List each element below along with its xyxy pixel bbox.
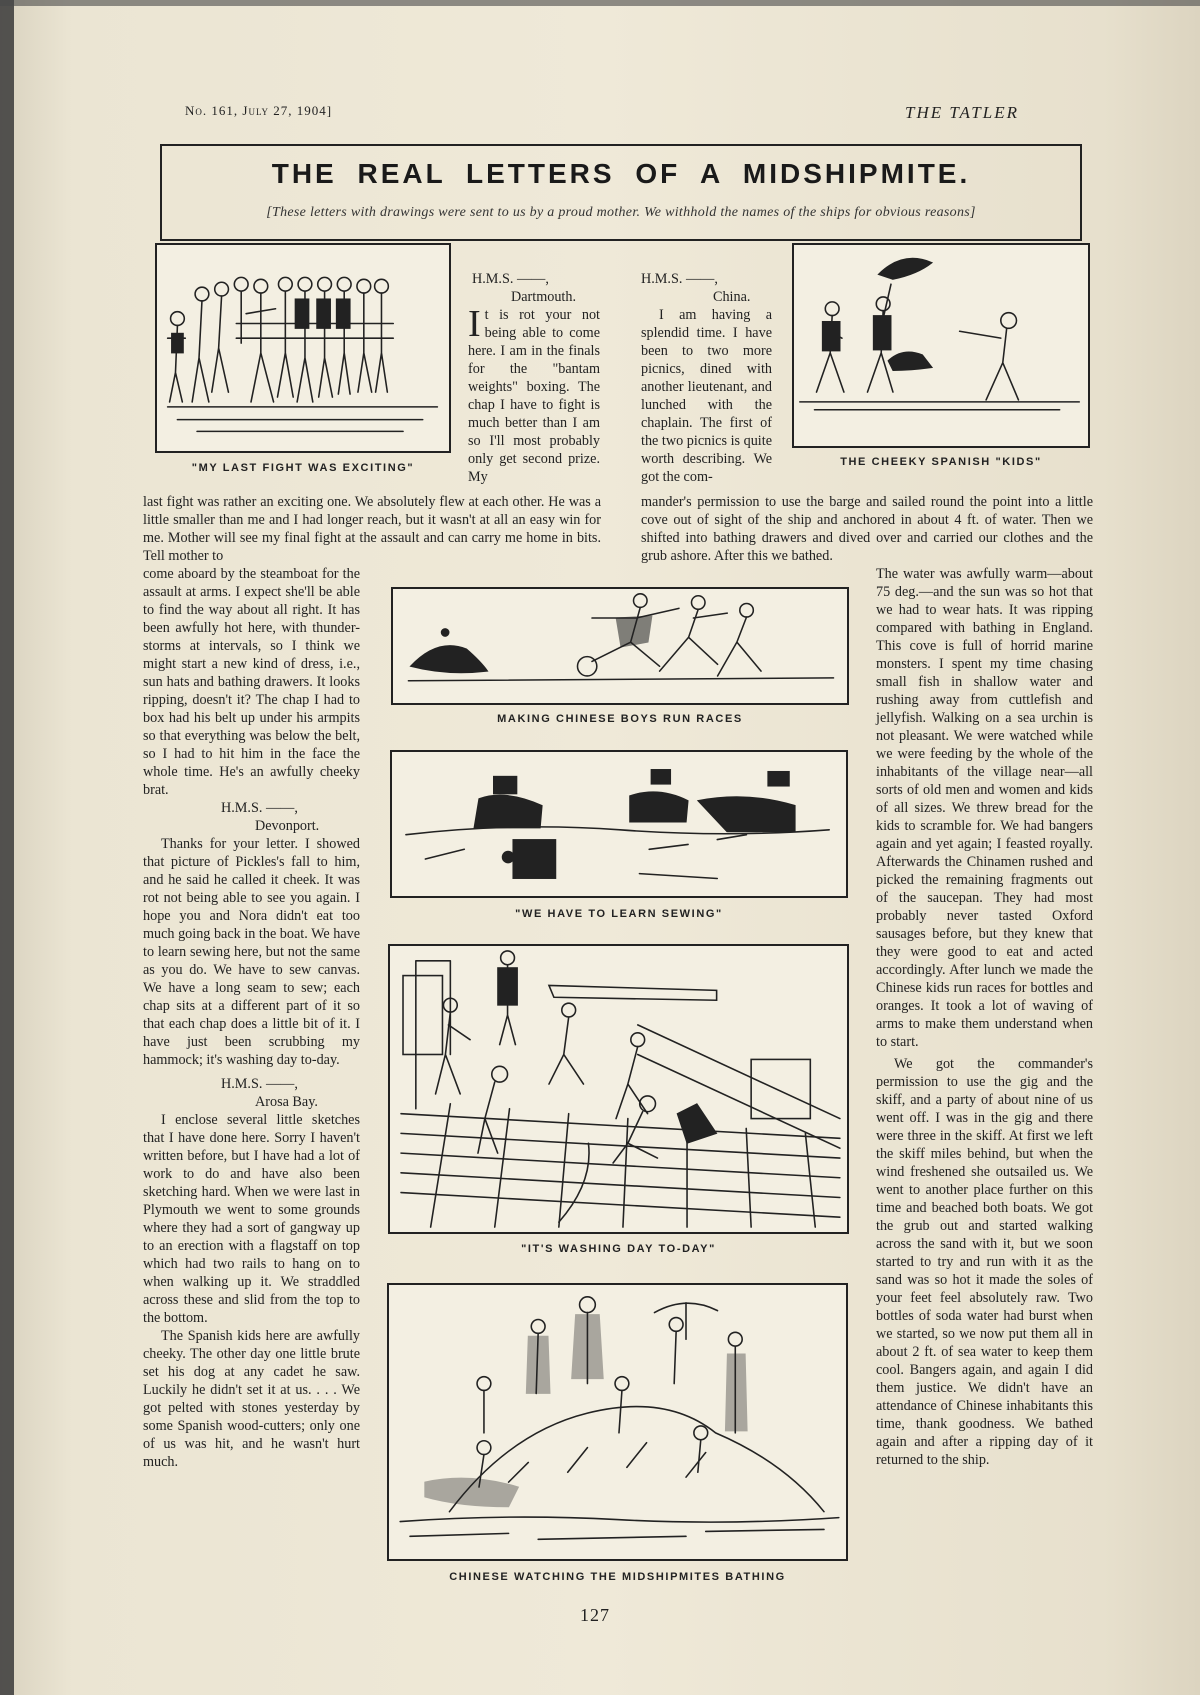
letter-text: The water was awfully warm—about 75 deg.—and the sun was so hot that we had to wear hats. It was ripping compared with bathing in England. This cove is full of horrid marine monsters. I spent my time chasing small fish in shallow water and rushing away from cuttlefish and jellyfish. Walking on a sea urchin is not pleasant. We were watched while we were feeding by the whole of the inhabitants of the village near—all sorts of old men and women and kids of all sizes. We threw bread for the kids to scramble for. We had bangers again and yet again; I feasted royally. Afterwards the Chinamen rushed and picked the remaining fragments out of the saucepan. They had most probably never tasted Oxford sausages before, but they knew that they were good to eat and acted accordingly. After lunch we made the Chinese kids run races for bottles and oranges. It took a lot of waving of arms to make them understand when to start. — [876, 566, 1093, 1050]
letter-text: We got the commander's permission to use the gig and the skiff, and a party of about nine of us went off. I was in the gig and there were three in the skiff. At first we left the skiff miles behind, but when the wind freshened she outsailed us. We went to another place further on this time and beached both boats. We got the grub out and started walking across the sand with it, but we soon started to try and run with it as the sand was so hot it made the soles of your feet feel absolutely raw. Two bottles of soda water had burst when we started, so we now put them all in about 2 ft. of sea water to keep them cool. Bangers again, and again I did them justice. We didn't have an attendance of Chinese inhabitants this time, thank goodness. We bathed again and after a ripping day of it returned to the ship. — [876, 1056, 1093, 1468]
article-subtitle: [These letters with drawings were sent to us by a proud mother. We withhold the names of the ships for obvious reasons] — [266, 205, 976, 220]
letter-text: I enclose several little sketches that I have done here. Sorry I haven't written before, but I have had a lot of work to do and have also been sketching hard. When we were last in Plymouth we went to some grounds where they had a sort of gangway up to an erection with a flagstaff on top which had two rails to hang on to when walking up it. We straddled across these and slid from the top to the bottom. — [143, 1112, 360, 1326]
top-edge — [0, 0, 1200, 6]
caption-washing: "IT'S WASHING DAY TO-DAY" — [521, 1243, 716, 1255]
hms-heading: H.M.S. ——, — [641, 271, 718, 287]
letter-china-wide: mander's permission to use the barge and sailed round the point into a little cove out of sight of the ship and anchored in about 4 ft. of water. Then we shifted into bathing drawers and dived over and carried our clothes and the grub ashore. After this we bathed. — [641, 494, 1093, 564]
left-column — [143, 565, 360, 1471]
publication-name: THE TATLER — [905, 103, 1019, 122]
binding-edge — [0, 0, 14, 1695]
letter-text: come aboard by the steamboat for the assault at arms. I expect she'll be able to find the way about all right. It has been awfully hot here, with thunder-storms at intervals, so I think we might start a new kind of dress, i.e., sun hats and bathing drawers. It looks ripping, doesn't it? The chap I had to box had his belt up under his armpits so that everything was below the belt, so I had to hit him in the face the whole time. He's an awfully cheeky brat. — [143, 566, 360, 798]
place-heading: Arosa Bay. — [255, 1094, 318, 1110]
hms-heading: H.M.S. ——, — [221, 800, 298, 816]
page-number: 127 — [580, 1605, 610, 1625]
illustration-sewing — [390, 750, 848, 898]
caption-sewing: "WE HAVE TO LEARN SEWING" — [515, 908, 723, 920]
illustration-washing-day — [388, 944, 849, 1234]
article-title: THE REAL LETTERS OF A MIDSHIPMITE. — [271, 158, 971, 189]
drop-cap: I — [468, 303, 481, 345]
caption-races: MAKING CHINESE BOYS RUN RACES — [497, 713, 743, 725]
place-heading: Dartmouth. — [511, 289, 577, 305]
place-heading: China. — [713, 289, 751, 305]
letter-text: Thanks for your letter. I showed that picture of Pickles's fall to him, and he said he called it cheek. It was rot not being able to see you again. I hope you and Nora didn't eat too much going back in the boat. We have to learn sewing here, but not the same as you do. We have to sew canvas. We have a long seam to sew; each chap sits at a different part of it so that each chap does a little bit of it. I have just been scrubbing my hammock; it's washing day to-day. — [143, 836, 360, 1068]
caption-kids: THE CHEEKY SPANISH "KIDS" — [840, 456, 1042, 468]
hms-heading: H.M.S. ——, — [221, 1076, 298, 1092]
hms-heading: H.M.S. ——, — [472, 271, 549, 287]
illustration-chinese-watching — [387, 1283, 848, 1561]
caption-bathing: CHINESE WATCHING THE MIDSHIPMITES BATHING — [449, 1571, 786, 1583]
letter-text: t is rot your not being able to come here. I am in the finals for the "bantam weights" boxing. The chap I have to fight is much better than I am so I'll most probably only get second prize. My — [468, 307, 600, 485]
illustration-boxing-fight — [155, 243, 451, 453]
illustration-races — [391, 587, 849, 705]
illustration-spanish-kids — [792, 243, 1090, 448]
letter-china-top — [641, 270, 772, 486]
caption-fight: "MY LAST FIGHT WAS EXCITING" — [191, 462, 415, 474]
issue-line: No. 161, July 27, 1904] — [185, 103, 333, 118]
place-heading: Devonport. — [255, 818, 320, 834]
letter-text: The Spanish kids here are awfully cheeky. The other day one little brute set his dog at any cadet he saw. Luckily he didn't set it at us. . . . We got pelted with stones yesterday by some Spanish wood-cutters; only one of us was hit, and he wasn't hurt much. — [143, 1328, 360, 1470]
letter-dartmouth-wide: last fight was rather an exciting one. We absolutely flew at each other. He was a little smaller than me and I had longer reach, but it wasn't at all an easy win for me. Mother will see my final fight at the assault and can carry me home in bits. Tell mother to — [143, 494, 601, 564]
right-column — [876, 565, 1093, 1469]
letter-text: I am having a splendid time. I have been to two more picnics, dined with another lieutenant, and lunched with the chaplain. The first of the two picnics is quite worth describing. We got the com- — [641, 307, 772, 485]
letter-dartmouth-top — [468, 270, 600, 486]
